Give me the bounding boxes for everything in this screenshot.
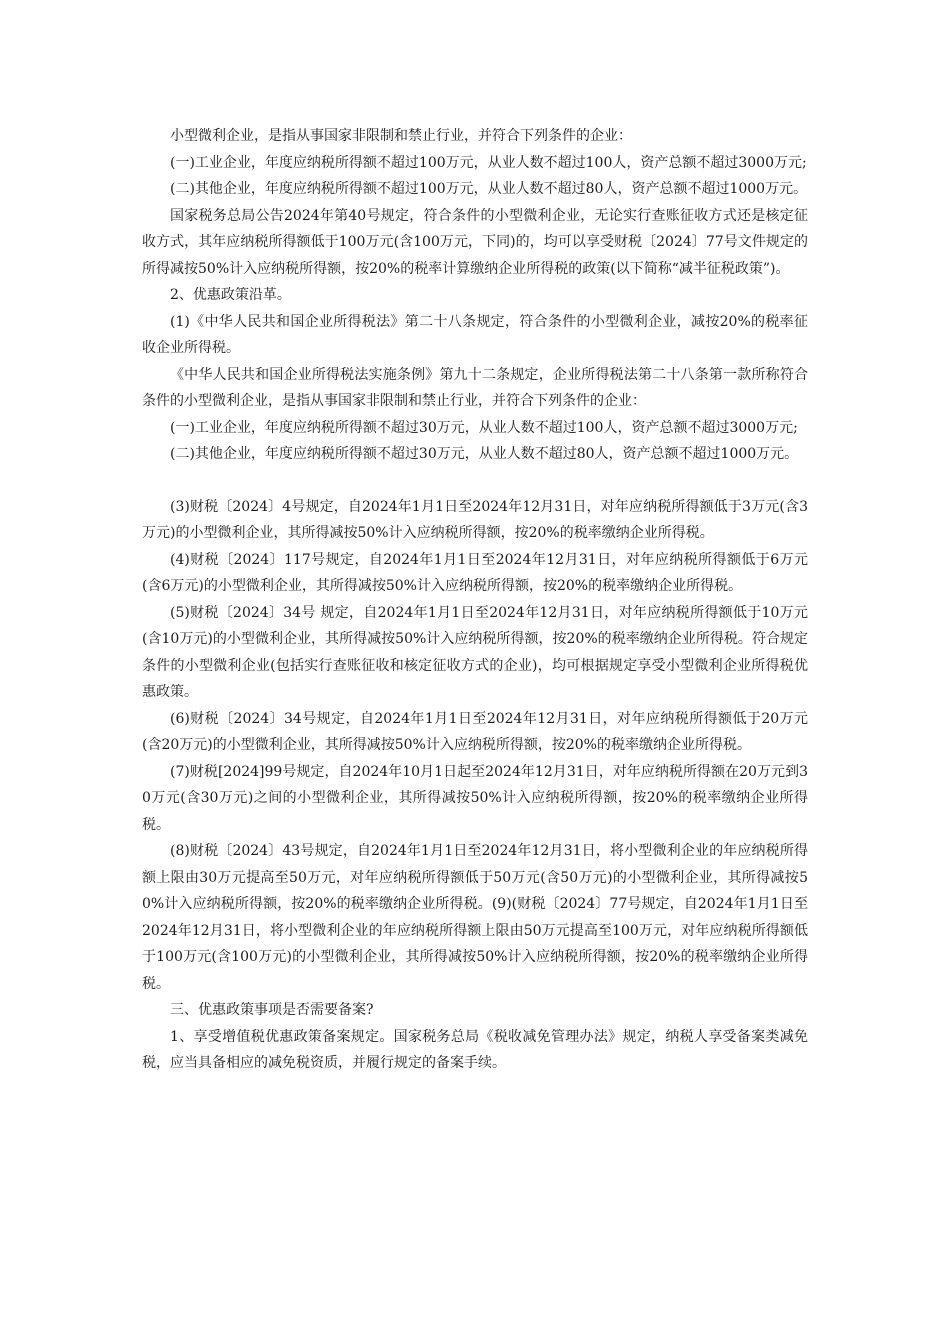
paragraph-industrial-criteria: (一)工业企业，年度应纳税所得额不超过100万元，从业人数不超过100人，资产总额不超过3000万元; — [170, 154, 807, 171]
paragraph-announcement-40: 国家税务总局公告2024年第40号规定，符合条件的小型微利企业，无论实行查账征收方式还是核定征收方式，其年应纳税所得额低于100万元(含100万元，下同)的，均可以享受财税〔2024〕77号文件规定的所得减按50%计入应纳税所得额，按20%的税率计算缴纳企业所得税的政策(以下简称“减半征税政策”)。 — [142, 207, 808, 277]
paragraph-filing-rule: 1、享受增值税优惠政策备案规定。国家税务总局《税收减免管理办法》规定，纳税人享受备案类减免税，应当具备相应的减免税资质，并履行规定的备案手续。 — [142, 1028, 808, 1071]
paragraph-policy-3: (3)财税〔2024〕4号规定，自2024年1月1日至2024年12月31日，对年应纳税所得额低于3万元(含3万元)的小型微利企业，其所得减按50%计入应纳税所得额，按20%的税率缴纳企业所得税。 — [142, 498, 808, 541]
paragraph-definition: 小型微利企业，是指从事国家非限制和禁止行业，并符合下列条件的企业： — [170, 128, 632, 144]
paragraph-other-criteria-30: (二)其他企业，年度应纳税所得额不超过30万元，从业人数不超过80人，资产总额不超过1000万元。 — [170, 446, 799, 462]
paragraph-regulation-article-92: 《中华人民共和国企业所得税法实施条例》第九十二条规定，企业所得税法第二十八条第一款所称符合条件的小型微利企业，是指从事国家非限制和禁止行业，并符合下列条件的企业： — [142, 366, 808, 409]
paragraph-policy-8-9: (8)财税〔2024〕43号规定，自2024年1月1日至2024年12月31日，将小型微利企业的年应纳税所得额上限由30万元提高至50万元，对年应纳税所得额低于50万元(含50万元)的小型微利企业，其所得减按50%计入应纳税所得额，按20%的税率缴纳企业所得税。(9)(财税〔2024〕77号规定，自2024年1月1日至2024年12月31日，将小型微利企业的年应纳税所得额上限由50万元提高至100万元，对年应纳税所得额低于100万元(含100万元)的小型微利企业，其所得减按50%计入应纳税所得额，按20%的税率缴纳企业所得税。 — [142, 843, 808, 992]
paragraph-other-criteria: (二)其他企业，年度应纳税所得额不超过100万元，从业人数不超过80人，资产总额不超过1000万元。 — [170, 181, 808, 197]
paragraph-heading-history: 2、优惠政策沿革。 — [170, 287, 291, 303]
paragraph-policy-5: (5)财税〔2024〕34号 规定，自2024年1月1日至2024年12月31日，对年应纳税所得额低于10万元(含10万元)的小型微利企业，其所得减按50%计入应纳税所得额，按20%的税率缴纳企业所得税。符合规定条件的小型微利企业(包括实行查账征收和核定征收方式的企业)，均可根据规定享受小型微利企业所得税优惠政策。 — [142, 604, 808, 700]
paragraph-law-article-28: (1)《中华人民共和国企业所得税法》第二十八条规定，符合条件的小型微利企业，减按20%的税率征收企业所得税。 — [142, 313, 808, 356]
paragraph-policy-4: (4)财税〔2024〕117号规定，自2024年1月1日至2024年12月31日，对年应纳税所得额低于6万元(含6万元)的小型微利企业，其所得减按50%计入应纳税所得额，按20%的税率缴纳企业所得税。 — [142, 551, 808, 594]
paragraph-policy-6: (6)财税〔2024〕34号规定，自2024年1月1日至2024年12月31日，对年应纳税所得额低于20万元(含20万元)的小型微利企业，其所得减按50%计入应纳税所得额，按20%的税率缴纳企业所得税。 — [142, 710, 808, 753]
blank-line — [142, 468, 808, 494]
paragraph-policy-7: (7)财税[2024]99号规定，自2024年10月1日起至2024年12月31日，对年应纳税所得额在20万元到30万元(含30万元)之间的小型微利企业，其所得减按50%计入应纳税所得额，按20%的税率缴纳企业所得税。 — [142, 763, 808, 833]
paragraph-heading-filing: 三、优惠政策事项是否需要备案? — [170, 1002, 374, 1018]
paragraph-industrial-criteria-30: (一)工业企业，年度应纳税所得额不超过30万元，从业人数不超过100人，资产总额不超过3000万元; — [170, 419, 798, 436]
